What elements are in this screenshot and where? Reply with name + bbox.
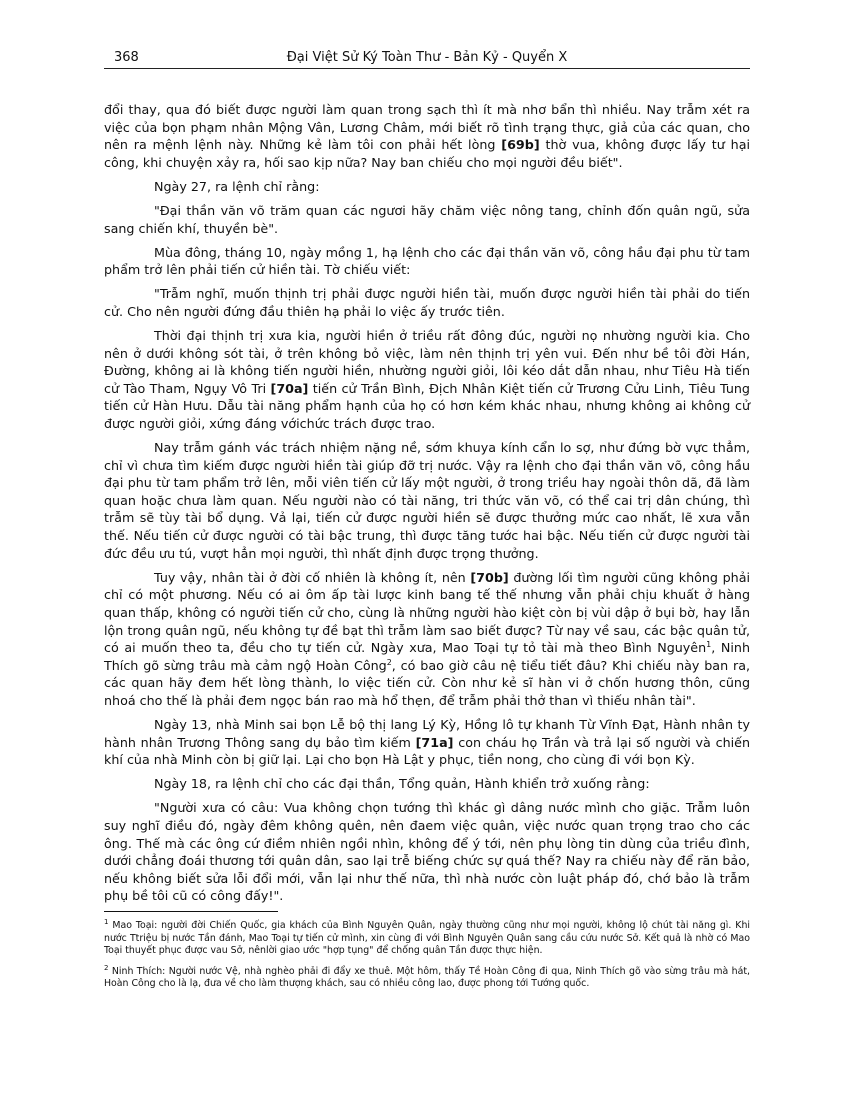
footnote-ref[interactable]: 1 xyxy=(706,639,712,649)
paragraph: Ngày 18, ra lệnh chỉ cho các đại thần, Tổng quản, Hành khiển trở xuống rằng: xyxy=(154,776,650,792)
folio-marker: [70a] xyxy=(270,380,309,396)
paragraph: Thời đại thịnh trị xưa kia, người hiền ở triều rất đông đúc, người nọ nhường người kia. Cho nên ở dưới không sót tài, ở trên không bỏ việc, làm nên thịnh trị yên vui. Đến như bề tôi đời Hán, Đường, không ai là không tiến người hiền, nhường người giỏi, lôi kéo dắt dẫn nhau, như Tiêu Hà tiến cử Tào Tham, Ngụy Vô Tri [70a] tiến cử Trần Bình, Địch Nhân Kiệt tiến cử Trương Cửu Linh, Tiêu Tung tiến cử Hàn Hưu. Dẫu tài năng phẩm hạnh của họ có hơn kém khác nhau, nhưng không ai không cử được người giỏi, xứng đáng vớichức trách được trao. xyxy=(104,328,750,431)
paragraph: Tuy vậy, nhân tài ở đời cố nhiên là không ít, nên [70b] đường lối tìm người cũng không phải chỉ có một phương. Nếu có ai ôm ấp tài lược kinh bang tế thế nhưng vẫn phải chịu khuất ở hàng quan thấp, không có người tiến cử cho, cùng là những người hào kiệt còn bị vùi dập ở bụi bờ, hay lẫn lộn trong quân ngũ, nếu không tự đề bạt thì trẫm làm sao biết được? Từ nay về sau, các bậc quân tử, có ai muốn theo ta, đều cho tự tiến cử. Ngày xưa, Mao Toại tự tỏ tài mà theo Bình Nguyên$^1$, Ninh Thích gõ sừng trâu mà cảm ngộ Hoàn Công$^2$, có bao giờ câu nệ tiểu tiết đâu? Khi chiếu này ban ra, các quan hãy đem hết lòng thành, lo việc tiến cử. Còn như kẻ sĩ hàn vi ở chốn hương thôn, cũng nhoá cho thế là phải đem ngọc bán rao mà hổ thẹn, để trẫm phải thở than vì thiếu nhân tài". xyxy=(104,569,751,708)
quoted-paragraph: "Trẫm nghĩ, muốn thịnh trị phải được người hiền tài, muốn được người hiền tài phải do tiến cử. Cho nên người đứng đầu thiên hạ phải lo việc ấy trước tiên. xyxy=(104,286,750,319)
page-number: 368 xyxy=(114,50,139,65)
footnote-ref[interactable]: 2 xyxy=(386,657,392,667)
body-text xyxy=(104,101,750,905)
page xyxy=(104,44,750,998)
running-title: Đại Việt Sử Ký Toàn Thư - Bản Kỷ - Quyển X xyxy=(286,50,568,65)
quoted-paragraph: "Người xưa có câu: Vua không chọn tướng thì khác gì dâng nước mình cho giặc. Trẫm luôn suy nghĩ điều đó, ngày đêm không quên, nên đaem việc quân, việc nước quan trọng trao cho các ông. Thế mà các ông cứ điềm nhiên ngồi nhìn, không để ý tới, nên phụ lòng tin dùng của triều đình, dưới chẳng đoái thương tới quân dân, sao lại trễ biếng chức sự quá thế? Nay ra chiếu này để răn bảo, nếu không biết sửa lỗi đổi mới, vẫn lại như thế nữa, thì nhà nước còn luật pháp đó, chớ bảo là trẫm phụ bề tôi cũ có công đấy!". xyxy=(104,800,750,904)
quoted-paragraph: "Đại thần văn võ trăm quan các ngươi hãy chăm việc nông tang, chỉnh đốn quân ngũ, sửa sang chiến khí, thuyền bè". xyxy=(104,202,750,236)
paragraph: đổi thay, qua đó biết được người làm quan trong sạch thì ít mà nhơ bẩn thì nhiều. Nay trẫm xét ra việc của bọn phạm nhân Mộng Vân, Lương Châm, mới biết rõ tình trạng thực, giả của các quan, cho nên ra mệnh lệnh này. Những kẻ làm tôi con phải hết lòng [69b] thờ vua, không được lấy tư hại công, khi chuyện xảy ra, hối sao kịp nữa? Nay ban chiếu cho mọi người đều biết". xyxy=(104,102,750,170)
page-header xyxy=(104,44,750,69)
paragraph: Nay trẫm gánh vác trách nhiệm nặng nề, sớm khuya kính cẩn lo sợ, như đứng bờ vực thẳm, chỉ vì chưa tìm kiếm được người hiền tài giúp đỡ trị nước. Vậy ra lệnh cho đại thần văn võ, công hầu đại phu từ tam phẩm trở lên, mỗi viên tiến cử lấy một người, ở trong triều hay ngoài thôn dã, đã làm quan hoặc chưa làm quan. Nếu người nào có tài năng, tri thức văn võ, có thể cai trị dân chúng, thì trẫm sẽ tùy tài bổ dụng. Vả lại, tiến cử được người hiền sẽ được thưởng mức cao nhất, lẽ xưa vẫn thế. Nếu tiến cử được người có tài bậc trung, thì được tăng tước hai bậc. Nếu tiến cử được người tài đức đều ưu tú, vượt hẳn mọi người, thì nhất định được trọng thưởng. xyxy=(104,440,750,561)
paragraph: Ngày 13, nhà Minh sai bọn Lễ bộ thị lang Lý Kỳ, Hồng lô tự khanh Từ Vĩnh Đạt, Hành nhân ty hành nhân Trương Thông sang dụ bảo tìm kiếm [71a] con cháu họ Trần và trả lại số người và chiến khí của nhà Minh còn bị giữ lại. Lại cho bọn Hà Lật y phục, tiền nong, cho cùng đi với bọn Kỳ. xyxy=(104,717,750,768)
footnote-divider xyxy=(104,911,278,912)
footnote: $^1$ Mao Toại: người đời Chiến Quốc, gia khách của Bình Nguyên Quân, ngày thường cũng như mọi người, không lộ chút tài năng gì. Khi nước Ttriệu bị nước Tần đánh, Mao Toại tự tiến cử mình, xin cùng đi với Bình Nguyên Quân sang cầu cứu nước Sở. Kết quả là nhờ có Mao Toại thuyết phục được vau Sở, nênlời giao ước "hợp tụng" để chống quân Tần được thực hiện. xyxy=(104,918,750,957)
paragraph: Ngày 27, ra lệnh chỉ rằng: xyxy=(154,178,320,194)
paragraph: Mùa đông, tháng 10, ngày mồng 1, hạ lệnh cho các đại thần văn võ, công hầu đại phu từ tam phẩm trở lên phải tiến cử hiền tài. Tờ chiếu viết: xyxy=(104,244,750,278)
folio-marker: [69b] xyxy=(501,137,540,153)
folio-marker: [70b] xyxy=(470,569,509,585)
footnote: $^2$ Ninh Thích: Người nước Vệ, nhà nghèo phải đi đẩy xe thuê. Một hôm, thấy Tề Hoàn Công đi qua, Ninh Thích gõ vào sừng trâu mà hát, Hoàn Công cho là lạ, đưa về cho làm thượng khách, sau có nhiều công lao, được phong tới Tướng quốc. xyxy=(104,963,750,990)
folio-marker: [71a] xyxy=(415,734,454,750)
footnotes xyxy=(104,920,750,990)
